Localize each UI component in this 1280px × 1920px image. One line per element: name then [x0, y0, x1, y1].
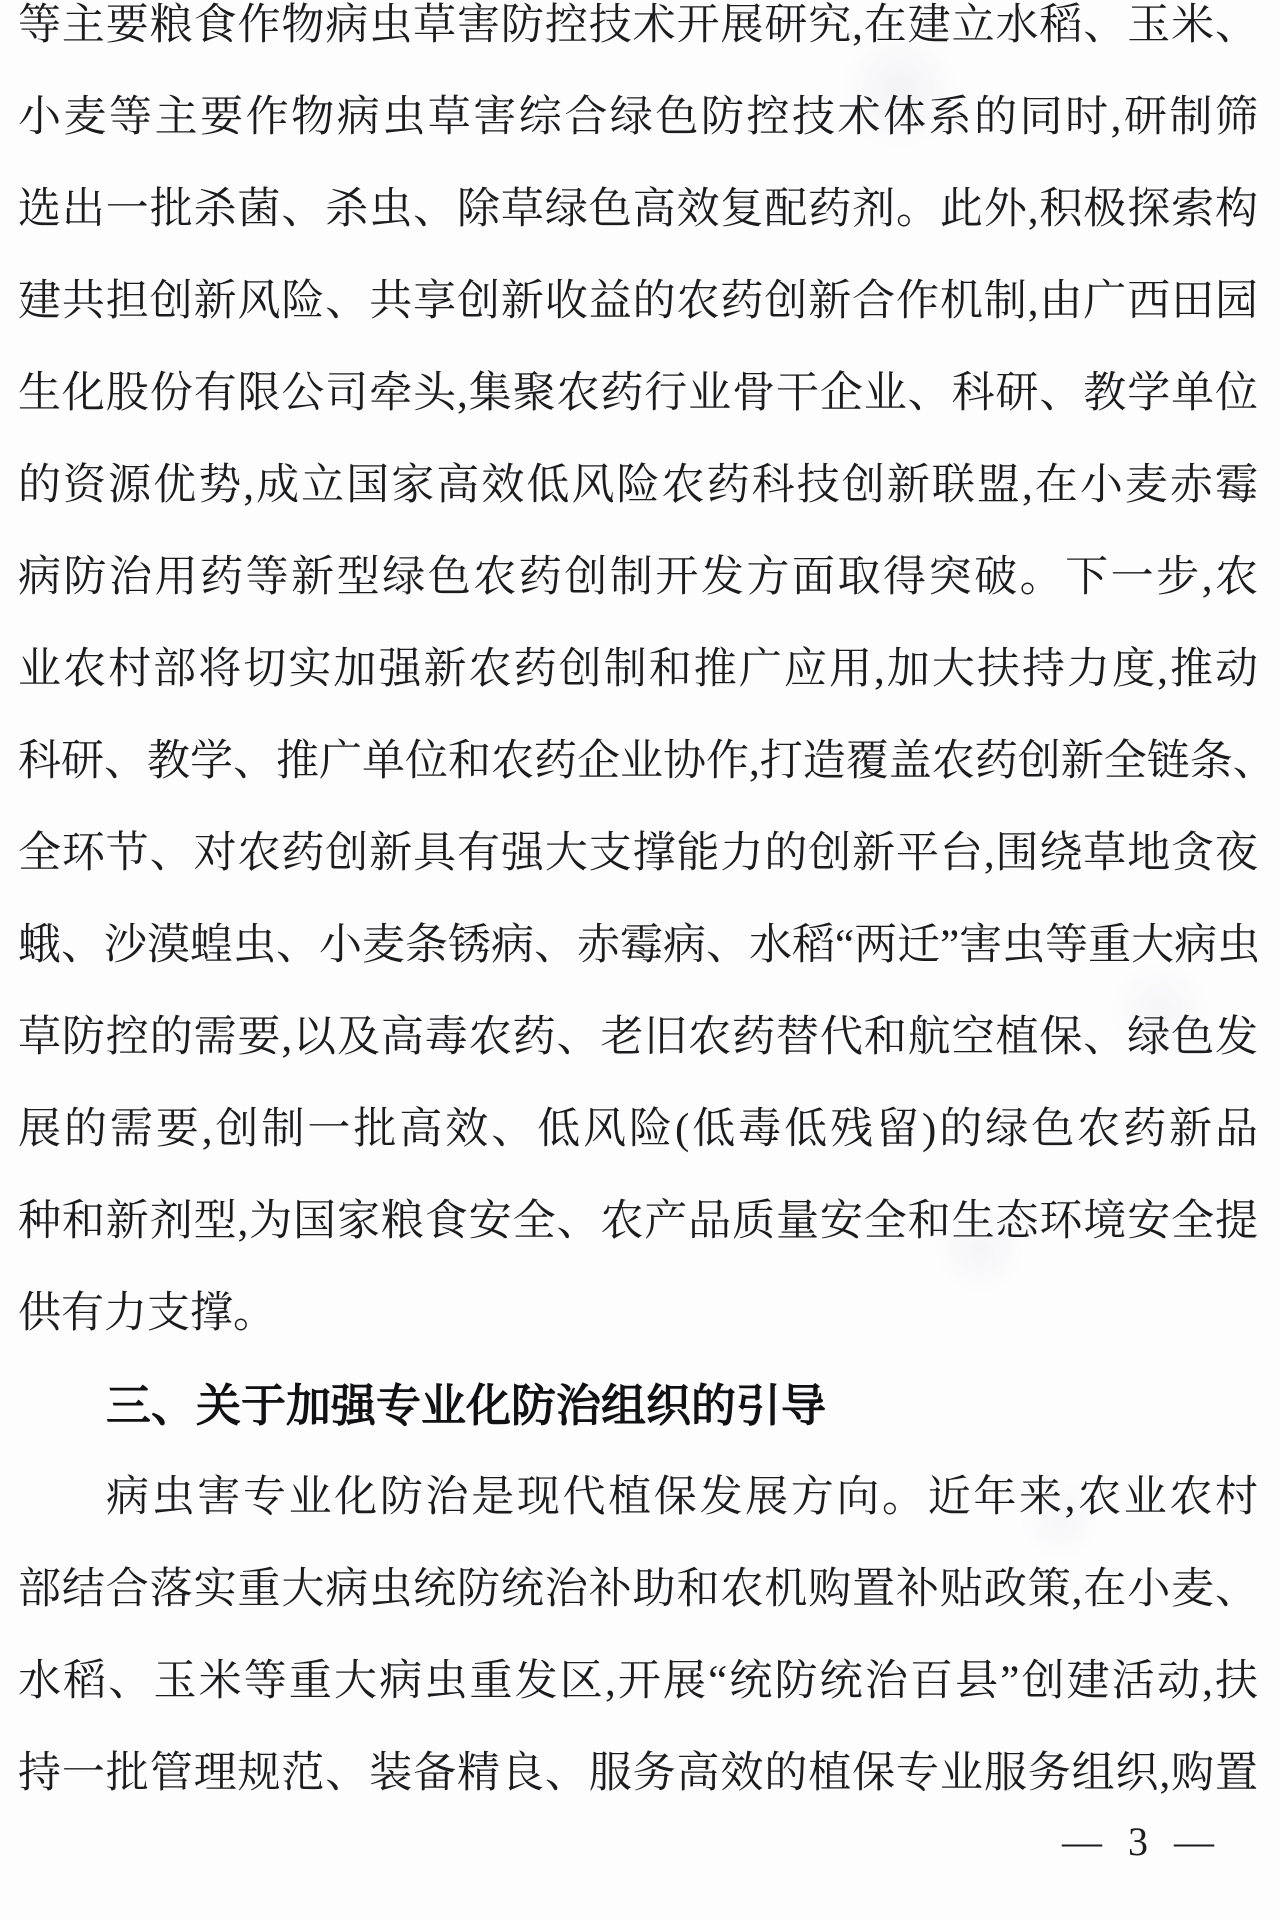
text-line: 蛾、沙漠蝗虫、小麦条锈病、赤霉病、水稻“两迁”害虫等重大病虫: [18, 922, 1261, 969]
page-number: — 3 —: [1062, 1819, 1222, 1864]
text-line: 病虫害专业化防治是现代植保发展方向。近年来,农业农村: [106, 1474, 1258, 1521]
text-line: 小麦等主要作物病虫草害综合绿色防控技术体系的同时,研制筛: [18, 94, 1258, 141]
text-line: 水稻、玉米等重大病虫重发区,开展“统防统治百县”创建活动,扶: [18, 1658, 1258, 1705]
text-line: 部结合落实重大病虫统防统治补助和农机购置补贴政策,在小麦、: [18, 1566, 1258, 1613]
text-line: 生化股份有限公司牵头,集聚农药行业骨干企业、科研、教学单位: [18, 370, 1258, 417]
text-line: 建共担创新风险、共享创新收益的农药创新合作机制,由广西田园: [18, 278, 1258, 325]
text-line: 等主要粮食作物病虫草害防控技术开展研究,在建立水稻、玉米、: [18, 2, 1258, 49]
text-line: 种和新剂型,为国家粮食安全、农产品质量安全和生态环境安全提: [18, 1198, 1258, 1245]
text-line: 业农村部将切实加强新农药创制和推广应用,加大扶持力度,推动: [18, 646, 1258, 693]
text-line: 持一批管理规范、装备精良、服务高效的植保专业服务组织,购置: [18, 1750, 1258, 1797]
text-line: 科研、教学、推广单位和农药企业协作,打造覆盖农药创新全链条、: [18, 738, 1276, 785]
text-line: 的资源优势,成立国家高效低风险农药科技创新联盟,在小麦赤霉: [18, 462, 1258, 509]
section-heading: 三、关于加强专业化防治组织的引导: [106, 1380, 827, 1431]
text-line: 展的需要,创制一批高效、低风险(低毒低残留)的绿色农药新品: [18, 1106, 1258, 1153]
text-line: 供有力支撑。: [18, 1290, 276, 1337]
text-line: 病防治用药等新型绿色农药创制开发方面取得突破。下一步,农: [18, 554, 1258, 601]
text-line: 选出一批杀菌、杀虫、除草绿色高效复配药剂。此外,积极探索构: [18, 186, 1258, 233]
text-line: 草防控的需要,以及高毒农药、老旧农药替代和航空植保、绿色发: [18, 1014, 1258, 1061]
text-line: 全环节、对农药创新具有强大支撑能力的创新平台,围绕草地贪夜: [18, 830, 1258, 877]
